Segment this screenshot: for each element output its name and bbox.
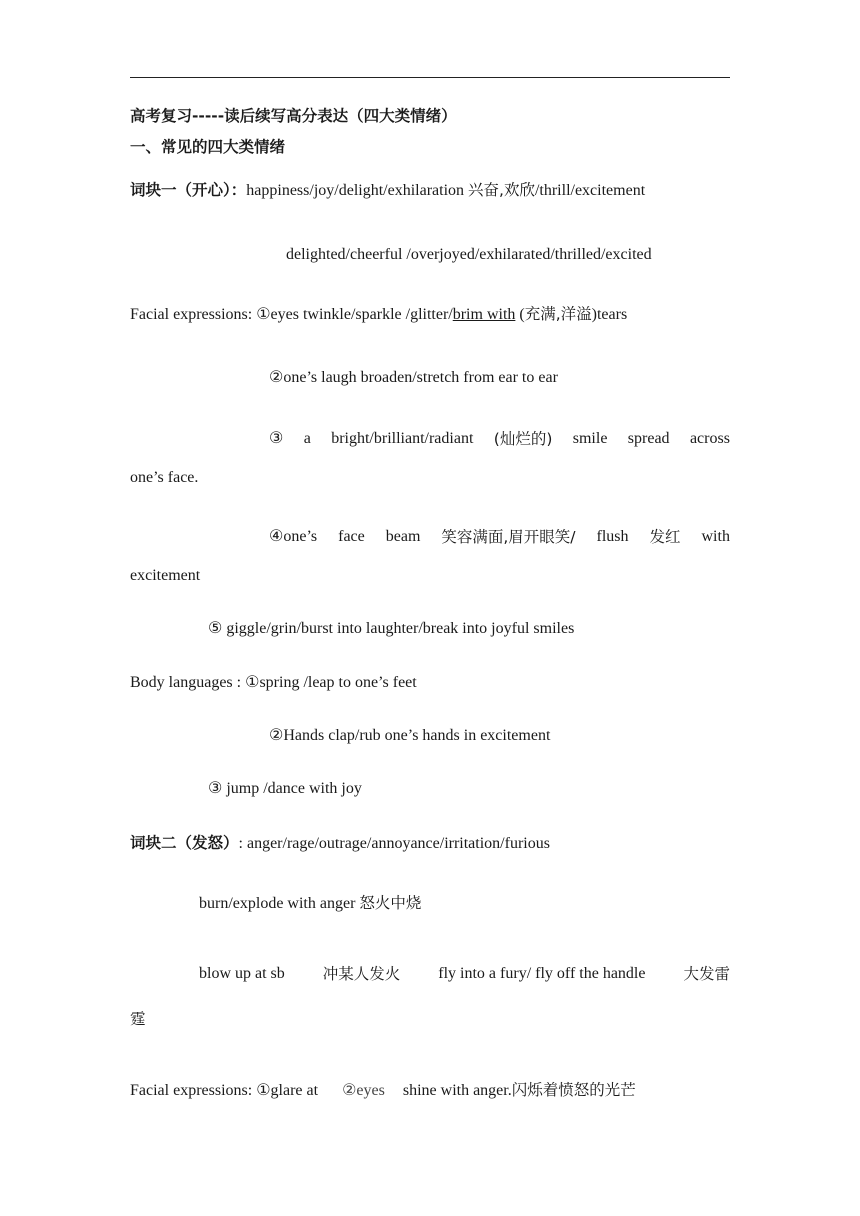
phrase-2-part: 冲某人发火 [322,965,401,983]
facial-3-word: smile [572,430,608,447]
block1-facial-4 [269,527,730,547]
phrase-2-part: blow up at sb [199,965,285,982]
block2-facial-1: ①glare at [256,1082,319,1099]
block2-facial-3-cn: 闪烁着愤怒的光芒 [511,1081,636,1099]
facial-4-word: with [701,528,730,545]
facial-1c: )tears [591,306,628,323]
block2-label: 词块二（发怒） [130,834,239,852]
block1-body-3: ③ jump /dance with joy [208,780,362,797]
facial-label: Facial expressions: [130,306,257,323]
block2-facial-line [130,1080,730,1101]
facial-4-word: ④one’s [269,528,318,545]
facial-4-word: beam [385,528,421,545]
block2-heading-line [130,833,550,854]
facial-3-word: bright/brilliant/radiant [331,430,474,447]
block1-facial-5: ⑤ giggle/grin/burst into laughter/break into joyful smiles [208,620,575,637]
block1-adjectives: delighted/cheerful /overjoyed/exhilarated/thrilled/excited [286,246,652,263]
facial-1-underlined: brim with [452,306,516,323]
block2-words: : anger/rage/outrage/annoyance/irritation/furious [238,835,550,852]
facial-1b: ( [515,306,525,323]
facial-4-word: 发红 [649,528,681,546]
document-title: 高考复习-----读后续写高分表达（四大类情绪） [130,107,457,125]
facial-3-word: across [689,430,730,447]
phrase-2-part: 大发雷 [683,965,730,983]
block1-facial-3 [269,429,730,449]
facial-4-word: flush [596,528,629,545]
block1-nouns-cn: 兴奋,欢欣 [468,181,535,199]
block1-heading-line [130,180,645,201]
block2-phrase-1 [199,893,421,914]
section-heading: 一、常见的四大类情绪 [130,138,286,156]
facial-3-word: spread [627,430,670,447]
block1-colon: ： [230,181,247,199]
block1-facial-line-1 [130,304,627,325]
block1-body-line-1 [130,673,417,693]
facial-3-word: a [303,430,311,447]
facial-4-word: face [338,528,365,545]
header-rule [130,77,730,78]
block1-body-2: ②Hands clap/rub one’s hands in excitement [269,727,551,744]
block1-nouns-b: /thrill/excitement [534,182,646,199]
facial-3-word: (灿烂的) [493,430,553,448]
facial-1-cn: 充满,洋溢 [524,305,592,323]
phrase-1-cn: 怒火中烧 [359,894,422,912]
block2-facial-label: Facial expressions: [130,1082,257,1099]
block1-facial-4-cont: excitement [130,567,201,584]
facial-1a: ①eyes twinkle/sparkle /glitter/ [256,306,453,323]
body-1: ①spring /leap to one’s feet [245,674,417,691]
block1-label: 词块一（开心） [130,181,231,199]
block1-facial-2: ②one’s laugh broaden/stretch from ear to ear [269,369,558,386]
block2-facial-2: ②eyes [342,1082,385,1099]
body-label: Body languages : [130,674,246,691]
phrase-1-en: burn/explode with anger [199,895,360,912]
block1-nouns-a: happiness/joy/delight/exhilaration [246,182,469,199]
block2-phrase-2 [199,964,730,984]
phrase-2-part: fly into a fury/ fly off the handle [438,965,646,982]
facial-3-word: ③ [269,430,284,447]
facial-4-word: 笑容满面,眉开眼笑/ [441,528,576,546]
block1-facial-3-cont: one’s face. [130,469,199,486]
block2-facial-3-en: shine with anger. [402,1082,512,1099]
block2-phrase-2-cont: 霆 [130,1010,146,1028]
